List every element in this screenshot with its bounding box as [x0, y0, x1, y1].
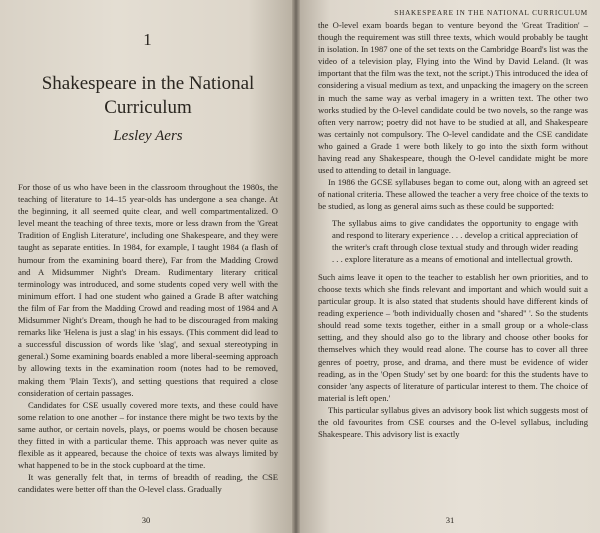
right-page-number: 31 — [445, 515, 455, 525]
right-body-continued — [318, 271, 588, 440]
left-paragraph-2: Candidates for CSE usually covered more texts, and these could have some relation to one another – for instance there might be two texts by the same author, or certain novels, plays, or poems would be chosen because they fitted in with a particular theme. This approach was never quite as flexible as it appeared, because the choice of texts was always limited by what happened to be in the stock cupboard at the time. — [18, 399, 278, 471]
right-paragraph-2: In 1986 the GCSE syllabuses began to come out, along with an agreed set of national criteria. These allowed the teacher a very free choice of the texts to be studied, as long as general aims such as these could be supported: — [318, 177, 588, 212]
left-page-number: 30 — [141, 515, 151, 525]
left-page — [0, 0, 292, 533]
chapter-title: Shakespeare in the National Curriculum — [41, 73, 255, 118]
running-head: SHAKESPEARE IN THE NATIONAL CURRICULUM — [394, 9, 588, 17]
chapter-author: Lesley Aers — [113, 128, 183, 144]
right-body — [318, 19, 588, 213]
right-page — [300, 0, 600, 533]
left-paragraph-3: It was generally felt that, in terms of breadth of reading, the CSE candidates were better off than the O-level class. Gradually — [18, 472, 278, 495]
right-paragraph-4: This particular syllabus gives an advisory book list which suggests most of the old favourites from CSE courses and the O-level syllabus, including Shakespeare. This advisory list is exactly — [318, 404, 588, 440]
left-body — [18, 181, 278, 495]
right-paragraph-1: the O-level exam boards began to venture beyond the 'Great Tradition' – though the requirement was still three texts, which would probably be taught in isolation. In 1987 one of the set texts on the Cambridge Board's list was the video of a television play, Flying into the Wind by David Leland. (It was important that the film was the text, not the script.) This introduced the idea of considering a visual medium as text, and unpacking the imagery on the screen in much the same way as verbal imagery in a written text. The other two works studied by the O-level candidate could be two novels, so the range was often very narrow; poetry did not have to be studied at all, and Shakespeare was certainly not compulsory. The O-level candidate and the CSE candidate who gained a Grade 1 were both likely to go into the sixth form without having read any Shakespeare, though the O-level candidate might be more used to attending to detail in language. — [318, 20, 588, 176]
right-paragraph-3: Such aims leave it open to the teacher to establish her own priorities, and to choose texts which she finds relevant and important and which would suit a particular group. It is also stated that students should have different kinds of reading experience – 'both individually chosen and "shared" '. So the students should read some texts together, either in a small group or a whole-class setting, and they should also go to the library and choose other books for themselves which they would read alone. The course has to cover all three genres of poetry, prose, and drama, and there must be evidence of wider reading, as in the 'Open Study' set by one board: for this the students have to consider 'any aspects of literature of particular interest to them. The choice of material is left open.' — [318, 271, 588, 403]
block-quote: The syllabus aims to give candidates the opportunity to engage with and respond to literary experience . . . develop a critical appreciation of the writer's craft through close textual study and through wider reading . . . explore literature as a means of emotional and intellectual growth. — [332, 217, 578, 264]
chapter-number: 1 — [143, 30, 153, 49]
book-gutter — [292, 0, 300, 533]
left-paragraph-1: For those of us who have been in the classroom throughout the 1980s, the teaching of literature to 14–15 year-olds has undergone a sea change. At the beginning, it all seemed quite clear, and well compartmentalized. O level meant the teaching of three texts, more or less drawn from the 'Great Tradition of English Literature', including one Shakespeare, and they were taught as separate entities. In 1984, for example, I taught 1984 (a flash of humour from the examining board there), Far from the Madding Crowd and A Midsummer Night's Dream. Rudimentary literary critical terminology was introduced, and some students coped very well with the minimum effort. I had one student who gained a Grade B after watching the film of Far from the Madding Crowd and reading most of 1984 and A Midsummer Night's Dream, though he had to be discouraged from making remarks like 'Helena is just a slag' in his essays. (This comment did lead to a successful discussion of words like 'slag', and sexual stereotyping in general.) Some examining boards enabled a more liberal-seeming approach by allowing texts in the examination room (notes had to be removed, making them 'Plain Texts'), and setting questions that required a close consideration of certain passages. — [18, 182, 278, 398]
